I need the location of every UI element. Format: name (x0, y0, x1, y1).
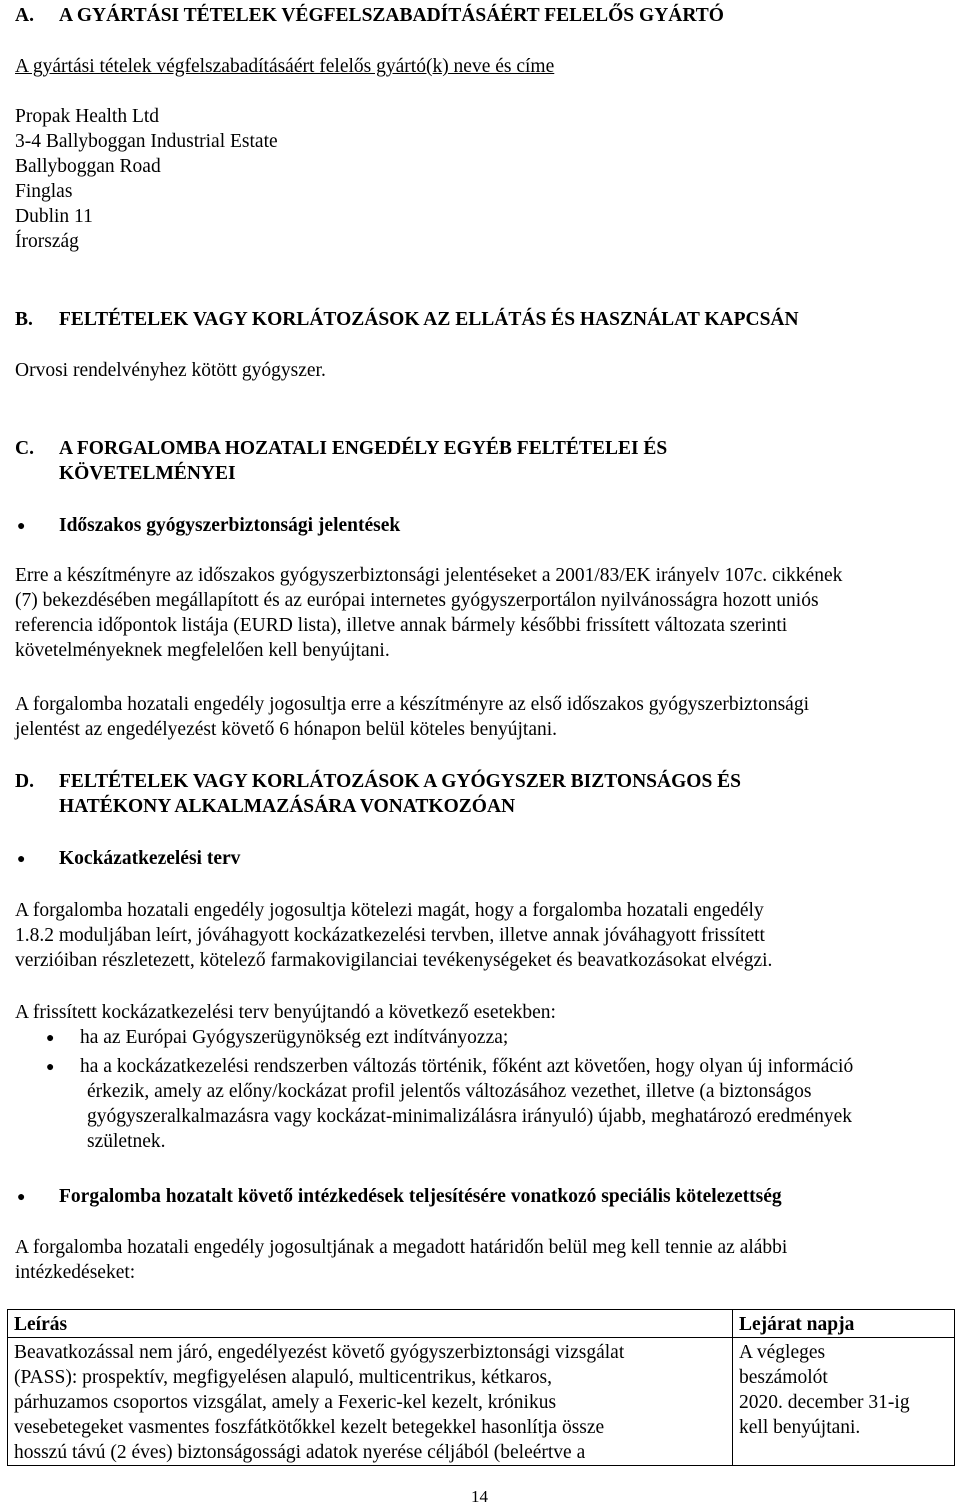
text-line: A forgalomba hozatali engedély jogosultja kötelezi magát, hogy a forgalomba hozatali engedély (15, 900, 764, 921)
table-header-due-date: Lejárat napja (733, 1310, 955, 1338)
text-line: Erre a készítményre az időszakos gyógyszerbiztonsági jelentéseket a 2001/83/EK irányelv 107c. cikkének (15, 565, 843, 586)
bullet-icon: ● (17, 1190, 26, 1205)
text-line: párhuzamos csoportos vizsgálat, amely a Fexeric-kel kezelt, krónikus (14, 1392, 557, 1413)
list-item-continuation (87, 1079, 852, 1154)
text-line: ha a kockázatkezelési rendszerben változás történik, főként azt követően, hogy olyan új információ (80, 1056, 854, 1077)
manufacturer-subtitle: A gyártási tételek végfelszabadításáért felelős gyártó(k) neve és címe (15, 56, 555, 77)
section-d-paragraph-3 (15, 1235, 950, 1285)
table-header-row (8, 1310, 955, 1338)
bullet-icon: ● (17, 519, 26, 534)
section-c-title-line: KÖVETELMÉNYEI (59, 463, 236, 484)
text-line: A végleges (739, 1342, 826, 1363)
bullet-icon: ● (46, 1031, 55, 1046)
section-d-title-line: HATÉKONY ALKALMAZÁSÁRA VONATKOZÓAN (59, 796, 516, 817)
section-c-heading (15, 436, 945, 486)
section-b-letter: B. (15, 309, 33, 330)
text-line: verzióiban részletezett, kötelező farmakovigilanciai tevékenységeket és beavatkozásokat elvégzi. (15, 950, 773, 971)
text-line: jelentést az engedélyezést követő 6 hónapon belül köteles benyújtani. (15, 719, 558, 740)
text-line: gyógyszeralkalmazásra vagy kockázat-minimalizálásra irányuló) újabb, meghatározó eredmények (87, 1106, 853, 1127)
section-b-heading (15, 307, 945, 332)
bullet-icon: ● (46, 1060, 55, 1075)
section-d-title-line: FELTÉTELEK VAGY KORLÁTOZÁSOK A GYÓGYSZER BIZTONSÁGOS ÉS (59, 771, 742, 792)
page-number: 14 (471, 1487, 488, 1506)
psur-heading: Időszakos gyógyszerbiztonsági jelentések (59, 515, 401, 536)
table-row (8, 1338, 955, 1466)
address-line: 3-4 Ballyboggan Industrial Estate (15, 131, 278, 152)
text-line: beszámolót (739, 1367, 828, 1388)
section-c-paragraph-2 (15, 692, 950, 742)
text-line: (7) bekezdésében megállapított és az európai internetes gyógyszerportálon nyilvánosságra hozott uniós (15, 590, 819, 611)
address-line: Dublin 11 (15, 206, 93, 227)
list-item (80, 1054, 853, 1079)
text-line: követelményeknek megfelelően kell benyújtani. (15, 640, 390, 661)
address-line: Finglas (15, 181, 73, 202)
section-a-heading (15, 3, 945, 28)
text-line: kell benyújtani. (739, 1417, 861, 1438)
section-c-title-line: A FORGALOMBA HOZATALI ENGEDÉLY EGYÉB FELTÉTELEI ÉS (59, 438, 668, 459)
table-cell-due-date (733, 1338, 955, 1466)
text-line: referencia időpontok listája (EURD lista), illetve annak bármely későbbi frissített változata szerinti (15, 615, 788, 636)
address-line: Ballyboggan Road (15, 156, 161, 177)
measures-table (7, 1309, 955, 1466)
text-line: hosszú távú (2 éves) biztonságossági adatok nyerése céljából (beleértve a (14, 1442, 586, 1463)
rmp-heading: Kockázatkezelési terv (59, 848, 241, 869)
bullet-icon: ● (17, 852, 26, 867)
post-authorisation-heading: Forgalomba hozatalt követő intézkedések teljesítésére vonatkozó speciális kötelezettség (59, 1186, 782, 1207)
text-line: A forgalomba hozatali engedély jogosultjának a megadott határidőn belül meg kell tennie az alábbi (15, 1237, 788, 1258)
section-c-paragraph-1 (15, 563, 950, 663)
text-line: (PASS): prospektív, megfigyelésen alapuló, multicentrikus, kétkaros, (14, 1367, 552, 1388)
list-item: ha az Európai Gyógyszerügynökség ezt indítványozza; (80, 1027, 509, 1048)
address-line: Írország (15, 231, 79, 252)
text-line: 2020. december 31-ig (739, 1392, 910, 1413)
section-b-title: FELTÉTELEK VAGY KORLÁTOZÁSOK AZ ELLÁTÁS ÉS HASZNÁLAT KAPCSÁN (59, 309, 799, 330)
rmp-update-intro: A frissített kockázatkezelési terv benyújtandó a következő esetekben: (15, 1002, 556, 1023)
section-c-letter: C. (15, 438, 34, 459)
section-d-letter: D. (15, 771, 34, 792)
text-line: A forgalomba hozatali engedély jogosultja erre a készítményre az első időszakos gyógyszerbiztonsági (15, 694, 810, 715)
section-a-title: A GYÁRTÁSI TÉTELEK VÉGFELSZABADÍTÁSÁÉRT FELELŐS GYÁRTÓ (59, 5, 724, 26)
section-a-letter: A. (15, 5, 34, 26)
section-d-paragraph-1 (15, 898, 950, 973)
section-d-heading (15, 769, 945, 819)
text-line: érkezik, amely az előny/kockázat profil jelentős változásához vezethet, illetve (a biztonságos (87, 1081, 812, 1102)
text-line: születnek. (87, 1131, 166, 1152)
table-cell-description (8, 1338, 733, 1466)
text-line: intézkedéseket: (15, 1262, 136, 1283)
section-b-text: Orvosi rendelvényhez kötött gyógyszer. (15, 360, 326, 381)
text-line: Beavatkozással nem járó, engedélyezést követő gyógyszerbiztonsági vizsgálat (14, 1342, 625, 1363)
table-header-description: Leírás (8, 1310, 733, 1338)
address-line: Propak Health Ltd (15, 106, 160, 127)
text-line: 1.8.2 moduljában leírt, jóváhagyott kockázatkezelési tervben, illetve annak jóváhagyott frissített (15, 925, 765, 946)
text-line: vesebetegeket vasmentes foszfátkötőkkel kezelt betegekkel hasonlítja össze (14, 1417, 605, 1438)
